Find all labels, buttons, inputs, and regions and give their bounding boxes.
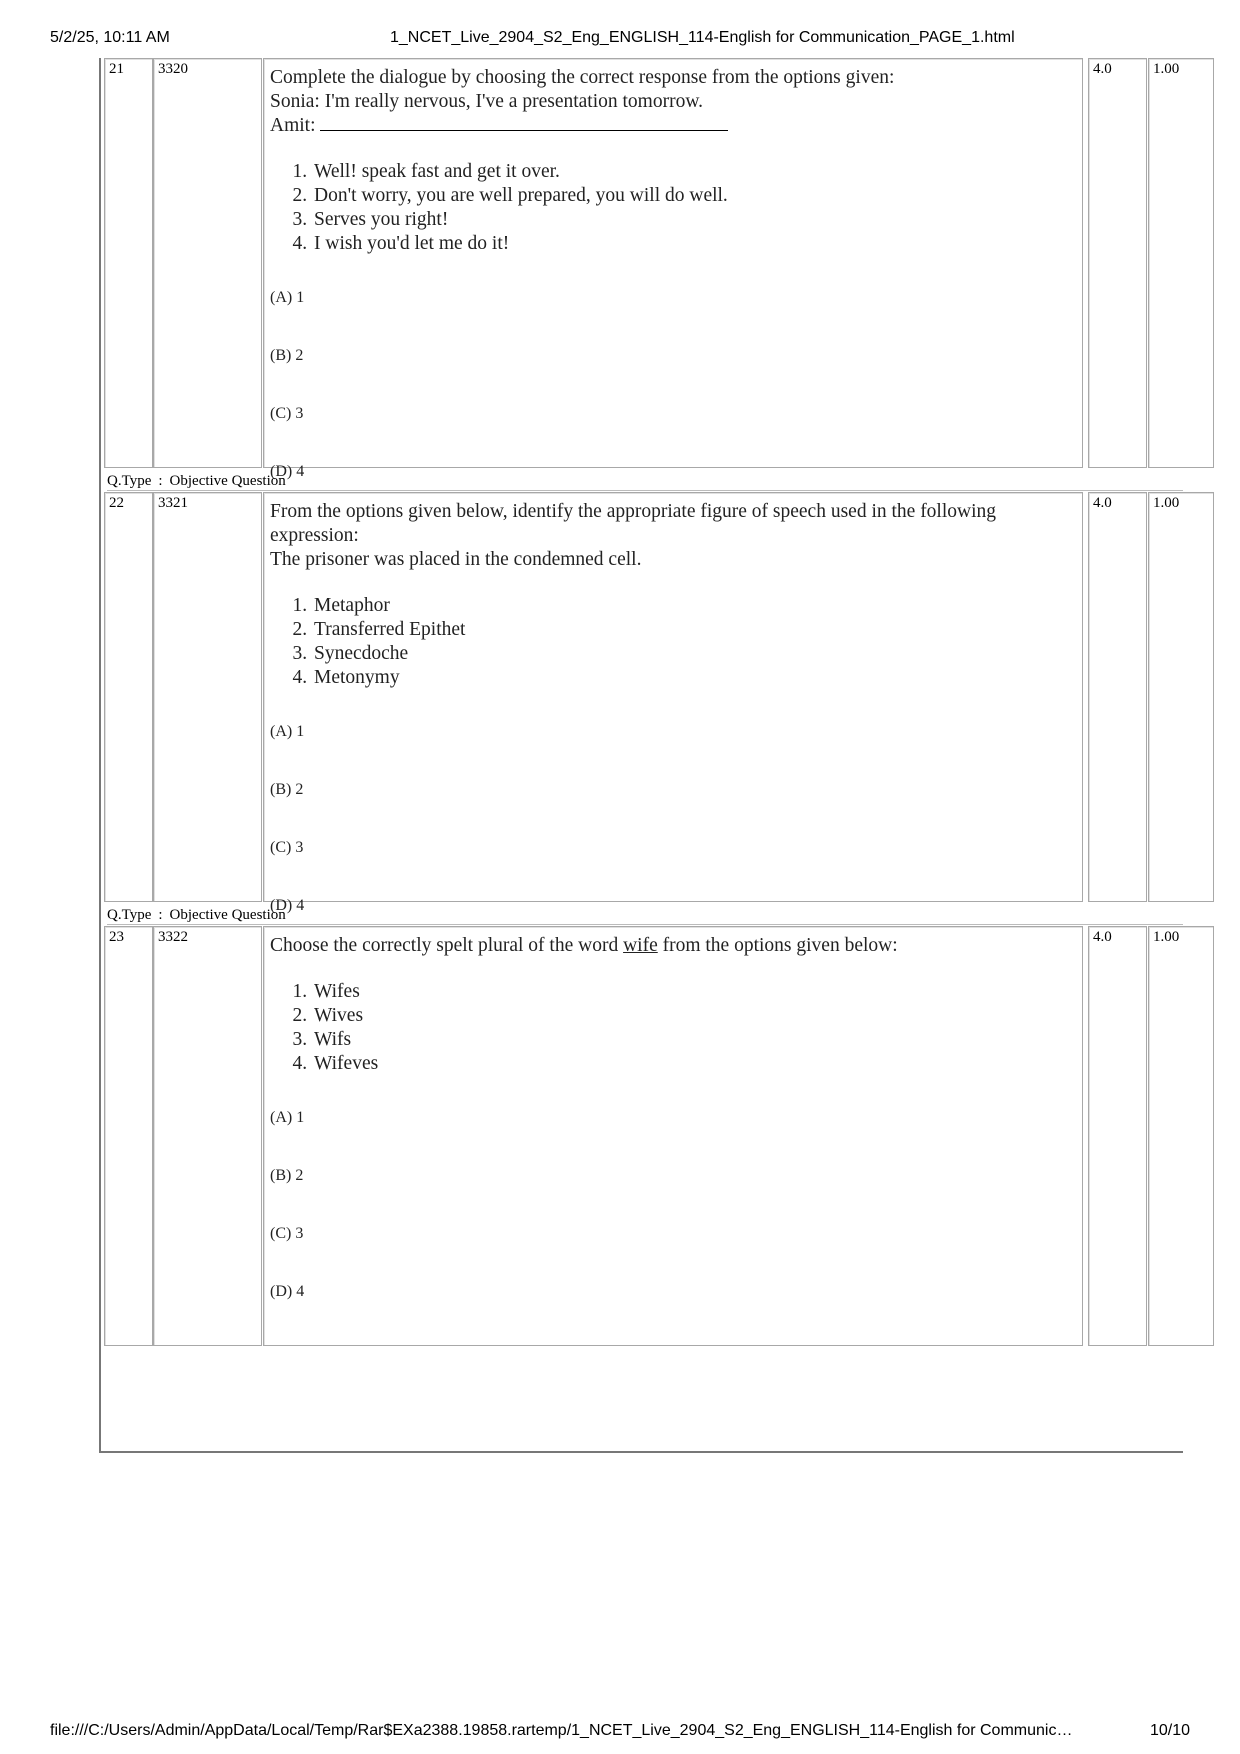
answer-choice-a: (A) 1 bbox=[270, 1109, 305, 1126]
page-number: 10/10 bbox=[1149, 1722, 1190, 1739]
question-line: Choose the correctly spelt plural of the word wife from the options given below: bbox=[270, 935, 898, 956]
option-list bbox=[270, 160, 1076, 256]
option-item: 3. Wifs bbox=[312, 1028, 1076, 1052]
marks: 4.0 bbox=[1088, 492, 1147, 902]
option-item: 1. Wifes bbox=[312, 980, 1076, 1004]
answer-choice-b: (B) 2 bbox=[270, 781, 304, 798]
question-number: 23 bbox=[104, 926, 153, 1346]
print-file-url: file:///C:/Users/Admin/AppData/Local/Temp/Rar$EXa2388.19858.rartemp/1_NCET_Live_2904_S2_Eng_ENGLISH_114-English for Communic… bbox=[50, 1722, 1073, 1739]
option-item: 4. Wifeves bbox=[312, 1052, 1076, 1076]
question-row bbox=[104, 926, 1183, 1346]
answer-blank bbox=[320, 129, 728, 131]
answer-choice-d: (D) 4 bbox=[270, 1283, 305, 1300]
question-body bbox=[263, 926, 1083, 1346]
option-item: 3. Synecdoche bbox=[312, 642, 1076, 666]
option-item: 1. Metaphor bbox=[312, 594, 1076, 618]
question-line: The prisoner was placed in the condemned cell. bbox=[270, 549, 642, 570]
underlined-word: wife bbox=[623, 935, 658, 956]
question-text bbox=[264, 493, 1082, 916]
print-doc-title: 1_NCET_Live_2904_S2_Eng_ENGLISH_114-English for Communication_PAGE_1.html bbox=[390, 29, 1015, 46]
question-number: 22 bbox=[104, 492, 153, 902]
question-text bbox=[264, 927, 1082, 1302]
option-list bbox=[270, 594, 1076, 690]
answer-choice-c: (C) 3 bbox=[270, 405, 304, 422]
option-item: 3. Serves you right! bbox=[312, 208, 1076, 232]
print-footer bbox=[50, 1722, 1190, 1744]
print-datetime: 5/2/25, 10:11 AM bbox=[50, 29, 170, 46]
question-line: Complete the dialogue by choosing the correct response from the options given: bbox=[270, 67, 895, 88]
print-header bbox=[50, 29, 1190, 51]
option-item: 2. Don't worry, you are well prepared, you will do well. bbox=[312, 184, 1076, 208]
option-item: 2. Wives bbox=[312, 1004, 1076, 1028]
answer-choice-a: (A) 1 bbox=[270, 289, 305, 306]
option-item: 4. I wish you'd let me do it! bbox=[312, 232, 1076, 256]
negative-marks: 1.00 bbox=[1148, 926, 1214, 1346]
question-line: Sonia: I'm really nervous, I've a presentation tomorrow. bbox=[270, 91, 704, 112]
question-id: 3321 bbox=[153, 492, 262, 902]
option-item: 4. Metonymy bbox=[312, 666, 1076, 690]
question-type-label: Q.Type : Objective Question bbox=[107, 472, 1183, 491]
negative-marks: 1.00 bbox=[1148, 58, 1214, 468]
question-id: 3320 bbox=[153, 58, 262, 468]
question-type-label: Q.Type : Objective Question bbox=[107, 906, 1183, 925]
answer-choice-b: (B) 2 bbox=[270, 1167, 304, 1184]
answer-choice-c: (C) 3 bbox=[270, 1225, 304, 1242]
negative-marks: 1.00 bbox=[1148, 492, 1214, 902]
marks: 4.0 bbox=[1088, 58, 1147, 468]
answer-choice-a: (A) 1 bbox=[270, 723, 305, 740]
question-row bbox=[104, 492, 1183, 914]
question-text bbox=[264, 59, 1082, 482]
option-item: 2. Transferred Epithet bbox=[312, 618, 1076, 642]
question-line: From the options given below, identify the appropriate figure of speech used in the following expression: bbox=[270, 501, 997, 546]
answer-choice-d: (D) 4 bbox=[270, 463, 305, 480]
option-list bbox=[270, 980, 1076, 1076]
answer-choice-d: (D) 4 bbox=[270, 897, 305, 914]
question-row bbox=[104, 58, 1183, 480]
question-line: Amit: bbox=[270, 114, 1076, 138]
question-table bbox=[99, 58, 1183, 1453]
question-body bbox=[263, 492, 1083, 914]
question-body bbox=[263, 58, 1083, 480]
question-id: 3322 bbox=[153, 926, 262, 1346]
marks: 4.0 bbox=[1088, 926, 1147, 1346]
option-item: 1. Well! speak fast and get it over. bbox=[312, 160, 1076, 184]
question-number: 21 bbox=[104, 58, 153, 468]
answer-choice-c: (C) 3 bbox=[270, 839, 304, 856]
answer-choice-b: (B) 2 bbox=[270, 347, 304, 364]
